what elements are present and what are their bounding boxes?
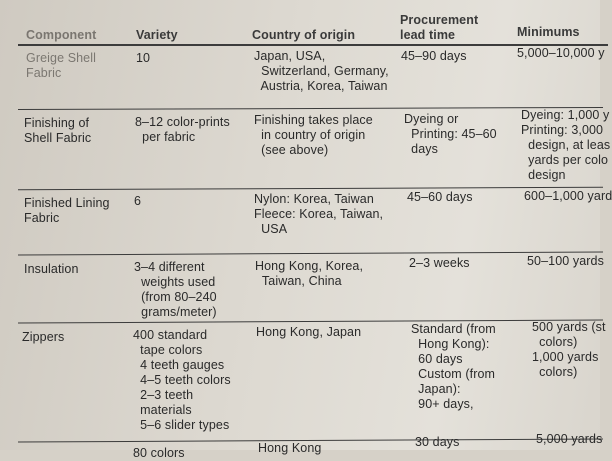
header-procurement: Procurement lead time bbox=[400, 13, 479, 42]
row2-country: Finishing takes place in country of origin (see above) bbox=[254, 113, 373, 157]
row1-country: Japan, USA, Switzerland, Germany, Austria, Korea, Taiwan bbox=[254, 49, 389, 93]
row3-rule bbox=[18, 251, 603, 255]
row6-variety: 80 colors bbox=[133, 446, 185, 460]
row3-lead: 45–60 days bbox=[407, 190, 473, 204]
row4-lead: 2–3 weeks bbox=[409, 256, 470, 270]
row2-lead: Dyeing or Printing: 45–60 days bbox=[404, 112, 497, 156]
row2-minimums: Dyeing: 1,000 y Printing: 3,000 design, at leas yards per colo design bbox=[521, 108, 611, 182]
row5-component: Zippers bbox=[22, 330, 65, 344]
row4-variety: 3–4 different weights used (from 80–240 grams/meter) bbox=[134, 260, 217, 319]
row3-variety: 6 bbox=[134, 194, 142, 208]
row1-minimums: 5,000–10,000 y bbox=[517, 46, 605, 60]
row4-minimums: 50–100 yards bbox=[527, 254, 604, 268]
row5-minimums: 500 yards (st colors) 1,000 yards colors) bbox=[532, 320, 606, 379]
row4-country: Hong Kong, Korea, Taiwan, China bbox=[255, 259, 364, 288]
row4-rule bbox=[18, 319, 603, 323]
row6-lead: 30 days bbox=[415, 435, 460, 449]
header-component: Component bbox=[26, 28, 97, 42]
row1-rule bbox=[18, 107, 603, 110]
header-country: Country of origin bbox=[252, 28, 356, 42]
row1-component: Greige Shell Fabric bbox=[26, 51, 96, 80]
row6-minimums: 5,000 yards bbox=[536, 432, 603, 446]
row3-country: Nylon: Korea, Taiwan Fleece: Korea, Taiwan, USA bbox=[254, 192, 384, 236]
row2-variety: 8–12 color-prints per fabric bbox=[135, 115, 230, 144]
header-minimums: Minimums bbox=[517, 25, 580, 39]
row5-country: Hong Kong, Japan bbox=[256, 325, 362, 339]
row6-country: Hong Kong bbox=[258, 441, 322, 455]
row5-lead: Standard (from Hong Kong): 60 days Custom (from Japan): 90+ days, bbox=[411, 322, 496, 411]
row1-variety: 10 bbox=[136, 51, 151, 65]
row2-rule bbox=[18, 187, 603, 191]
row1-lead: 45–90 days bbox=[401, 49, 467, 63]
row4-component: Insulation bbox=[24, 262, 79, 276]
header-variety: Variety bbox=[136, 28, 178, 42]
row5-variety: 400 standard tape colors 4 teeth gauges 4–5 teeth colors 2–3 teeth materials 5–6 slider types bbox=[133, 328, 231, 432]
row2-component: Finishing of Shell Fabric bbox=[24, 116, 92, 145]
row3-minimums: 600–1,000 yard bbox=[524, 189, 612, 203]
row3-component: Finished Lining Fabric bbox=[24, 196, 110, 225]
